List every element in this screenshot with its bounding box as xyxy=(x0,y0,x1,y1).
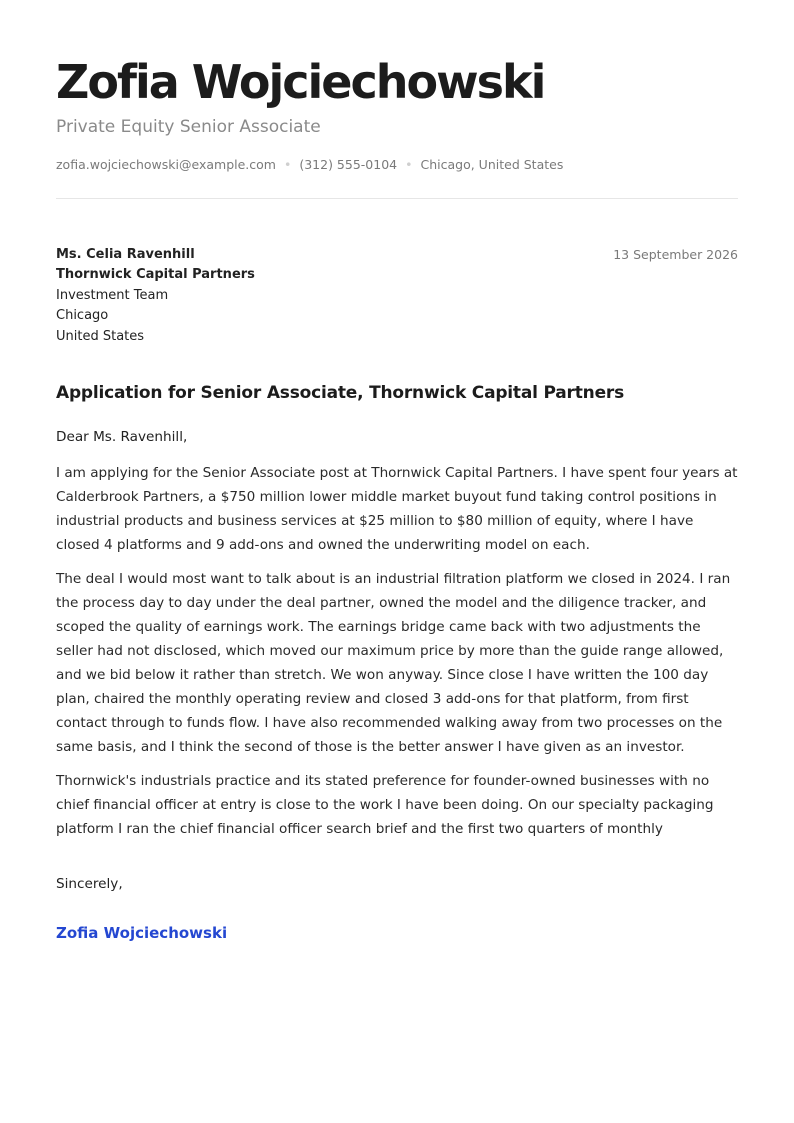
contact-location: Chicago, United States xyxy=(420,157,564,172)
body-paragraph: The deal I would most want to talk about is an industrial filtration platform we closed in 2024. I ran the process day to day under the deal partner, owned the model and the diligence tracker, and scoped the quality of earnings work. The earnings bridge came back with two adjustments the seller had not disclosed, which moved our maximum price by more than the guide range allowed, and we bid below it rather than stretch. We won anyway. Since close I have written the 100 day plan, chaired the monthly operating review and closed 3 add-ons for that platform, from first contact through to funds flow. I have also recommended walking away from two processes on the same basis, and I think the second of those is the better answer I have given as an investor. xyxy=(56,571,731,756)
recipient-company: Thornwick Capital Partners xyxy=(56,267,255,283)
recipient-name: Ms. Celia Ravenhill xyxy=(56,247,195,262)
contact-line xyxy=(56,157,738,173)
applicant-name: Zofia Wojciechowski xyxy=(56,55,545,109)
header-divider xyxy=(56,198,738,199)
body-paragraph: I am applying for the Senior Associate post at Thornwick Capital Partners. I have spent four years at Calderbrook Partners, a $750 million lower middle market buyout fund taking control positions in industrial products and business services at $25 million to $80 million of equity, where I have closed 4 platforms and 9 add-ons and owned the underwriting model on each. xyxy=(56,465,738,554)
contact-phone[interactable]: (312) 555-0104 xyxy=(299,157,398,172)
letter-signature: Zofia Wojciechowski xyxy=(56,924,228,943)
letter-header xyxy=(56,0,738,199)
contact-email[interactable]: zofia.wojciechowski@example.com xyxy=(56,157,276,172)
letter-subject: Application for Senior Associate, Thornwick Capital Partners xyxy=(56,383,625,404)
recipient-department: Investment Team xyxy=(56,287,169,303)
separator-dot: • xyxy=(283,157,292,172)
separator-dot: • xyxy=(405,157,413,172)
body-paragraph: Thornwick's industrials practice and its stated preference for founder-owned businesses with no chief financial officer at entry is close to the work I have been doing. On our specialty packaging platform I ran the chief financial officer search brief and the first two quarters of monthly xyxy=(56,773,714,838)
applicant-role: Private Equity Senior Associate xyxy=(56,117,321,137)
recipient-country: United States xyxy=(56,328,145,344)
recipient-city: Chicago xyxy=(56,308,109,324)
letter-date: 13 September 2026 xyxy=(613,247,738,262)
letter-body xyxy=(56,461,738,841)
letter-meta xyxy=(56,245,738,347)
cover-letter-page xyxy=(56,0,738,944)
letter-salutation: Dear Ms. Ravenhill, xyxy=(56,429,188,446)
letter-closing: Sincerely, xyxy=(56,876,123,893)
